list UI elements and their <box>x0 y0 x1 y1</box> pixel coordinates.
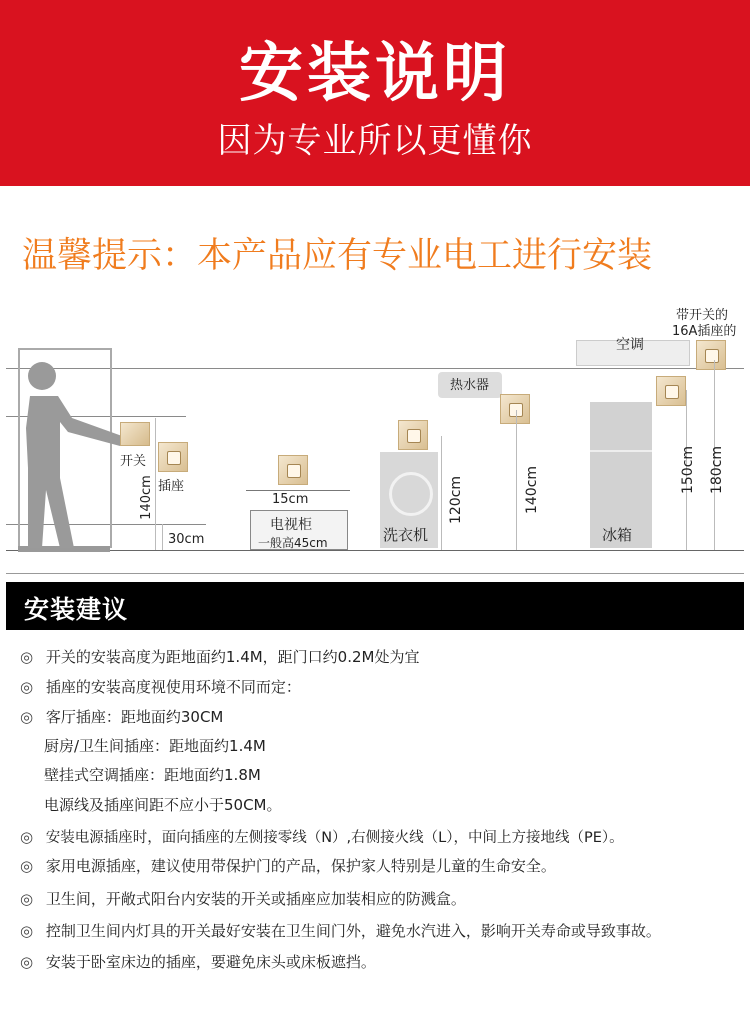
heater-socket-icon <box>500 394 530 424</box>
list-item: ◎ 卫生间，开敞式阳台内安装的开关或插座应加装相应的防溅盒。 <box>20 890 466 908</box>
list-item: ◎ 家用电源插座，建议使用带保护门的产品，保护家人特别是儿童的生命安全。 <box>20 857 556 875</box>
washer-socket-icon <box>398 420 428 450</box>
list-item: ◎ 控制卫生间内灯具的开关最好安装在卫生间门外，避免水汽进入，影响开关寿命或导致事故。 <box>20 922 661 940</box>
floor-line <box>6 550 744 551</box>
height-180: 180cm <box>709 445 726 495</box>
bullet-icon: ◎ <box>20 890 34 908</box>
height-140-left: 140cm <box>138 475 154 520</box>
socket-icon <box>158 442 188 472</box>
height-bar-140-left <box>155 418 156 550</box>
installation-diagram <box>0 300 750 580</box>
fridge-divider <box>590 450 652 452</box>
washer-drum <box>389 472 433 516</box>
height-140-right: 140cm <box>524 465 541 515</box>
tv-cabinet-label: 电视柜 <box>270 517 312 533</box>
list-item: ◎ 插座的安装高度视使用环境不同而定： <box>20 678 301 696</box>
socket-label: 插座 <box>158 479 185 494</box>
height-30: 30cm <box>168 532 205 547</box>
tv-height-label: 一般高45cm <box>258 536 328 550</box>
height-bar-140-right <box>516 410 517 550</box>
switch-icon <box>120 422 150 446</box>
ac-label: 空调 <box>616 337 644 353</box>
ac-socket-icon <box>696 340 726 370</box>
ac-socket-label-1: 带开关的 <box>676 308 729 323</box>
list-item: ◎ 开关的安装高度为距地面约1.4M，距门口约0.2M处为宜 <box>20 648 420 666</box>
bullet-icon: ◎ <box>20 678 34 696</box>
fridge-label: 冰箱 <box>602 526 633 544</box>
height-120: 120cm <box>448 475 465 525</box>
water-heater-label: 热水器 <box>450 378 490 393</box>
bullet-icon: ◎ <box>20 953 34 971</box>
warm-tip: 温馨提示：本产品应有专业电工进行安装 <box>22 236 653 276</box>
height-15: 15cm <box>272 492 309 507</box>
list-sub-item: 壁挂式空调插座：距地面约1.8M <box>44 766 261 784</box>
height-bar-120 <box>441 436 442 550</box>
list-item: ◎ 安装电源插座时，面向插座的左侧接零线（N）,右侧接火线（L），中间上方接地线（PE）。 <box>20 828 624 846</box>
bullet-icon: ◎ <box>20 648 34 666</box>
height-150: 150cm <box>680 445 697 495</box>
washer-label: 洗衣机 <box>383 526 429 544</box>
height-bar-30 <box>162 524 163 550</box>
page-subtitle: 因为专业所以更懂你 <box>217 121 533 161</box>
tv-socket-icon <box>278 455 308 485</box>
tips-list <box>0 640 750 1000</box>
section-title: 安装建议 <box>24 595 129 624</box>
bullet-icon: ◎ <box>20 922 34 940</box>
base-line <box>6 573 744 574</box>
list-item: ◎ 安装于卧室床边的插座，要避免床头或床板遮挡。 <box>20 953 376 971</box>
list-sub-item: 电源线及插座间距不应小于50CM。 <box>44 796 282 814</box>
switch-label: 开关 <box>120 454 147 469</box>
tv-cabinet-top <box>246 490 350 491</box>
bullet-icon: ◎ <box>20 828 34 846</box>
list-sub-item: 厨房/卫生间插座：距地面约1.4M <box>44 737 266 755</box>
bullet-icon: ◎ <box>20 857 34 875</box>
bullet-icon: ◎ <box>20 708 34 726</box>
ac-socket-label-2: 16A插座的 <box>672 324 737 339</box>
fridge-socket-icon <box>656 376 686 406</box>
page-title: 安装说明 <box>239 37 511 111</box>
list-item: ◎ 客厅插座：距地面约30CM <box>20 708 224 726</box>
